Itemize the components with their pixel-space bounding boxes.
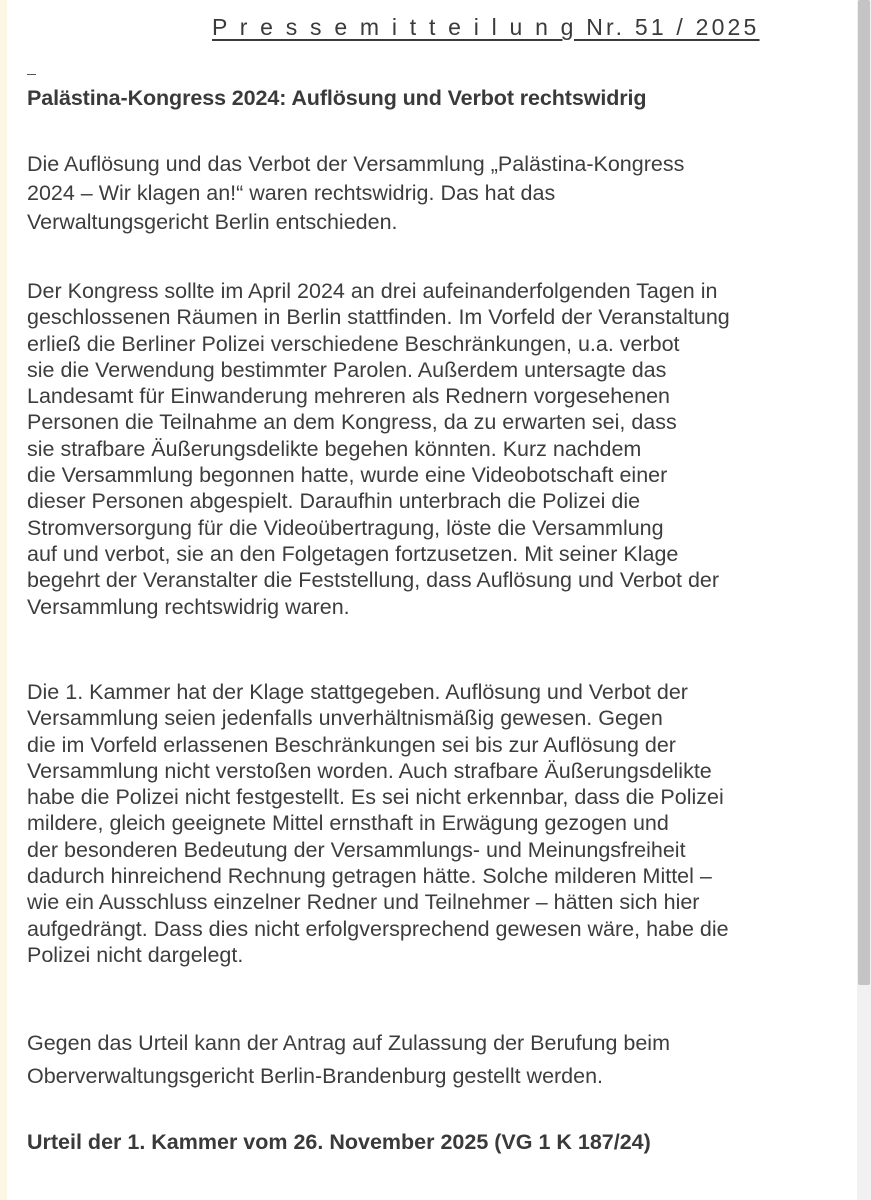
- press-release-title: P r e s s e m i t t e i l u n g Nr. 51 / 2025: [212, 14, 760, 40]
- paragraph-1: Die Auflösung und das Verbot der Versammlung „Palästina-Kongress 2024 – Wir klagen an!“ waren rechtswidrig. Das hat das Verwaltungsgericht Berlin entschieden.: [27, 152, 685, 234]
- paragraph-3: Die 1. Kammer hat der Klage stattgegeben. Auflösung und Verbot der Versammlung seien jedenfalls unverhältnismäßig gewesen. Gegen die im Vorfeld erlassenen Beschränkungen sei bis zur Auflösung der Versammlung nicht verstoßen worden. Auch strafbare Äußerungsdelikte habe die Polizei nicht festgestellt. Es sei nicht erkennbar, dass die Polizei mildere, gleich geeignete Mittel ernsthaft in Erwägung gezogen und der besonderen Bedeutung der Versammlungs- und Meinungsfreiheit dadurch hinreichend Rechnung getragen hätte. Solche milderen Mittel – wie ein Ausschluss einzelner Redner und Teilnehmer – hätten sich hier aufgedrängt. Dass dies nicht erfolgversprechend gewesen wäre, habe die Polizei nicht dargelegt.: [27, 680, 729, 967]
- paragraph-2: Der Kongress sollte im April 2024 an drei aufeinanderfolgenden Tagen in geschlossenen Räumen in Berlin stattfinden. Im Vorfeld der Veranstaltung erließ die Berliner Polizei verschiedene Beschränkungen, u.a. verbot sie die Verwendung bestimmter Parolen. Außerdem untersagte das Landesamt für Einwanderung mehreren als Rednern vorgesehenen Personen die Teilnahme an dem Kongress, da zu erwarten sei, dass sie strafbare Äußerungsdelikte begehen könnten. Kurz nachdem die Versammlung begonnen hatte, wurde eine Videobotschaft einer dieser Personen abgespielt. Daraufhin unterbrach die Polizei die Stromversorgung für die Videoübertragung, löste die Versammlung auf und verbot, sie an den Folgetagen fortzusetzen. Mit seiner Klage begehrt der Veranstalter die Feststellung, dass Auflösung und Verbot der Versammlung rechtswidrig waren.: [27, 279, 730, 619]
- paragraph-4: Gegen das Urteil kann der Antrag auf Zulassung der Berufung beim Oberverwaltungsgericht Berlin-Brandenburg gestellt werden.: [27, 1031, 670, 1088]
- scrollbar-thumb[interactable]: [858, 0, 870, 985]
- separator-mark: [27, 74, 36, 75]
- headline: Palästina-Kongress 2024: Auflösung und Verbot rechtswidrig: [27, 86, 647, 110]
- left-margin-strip: [0, 0, 7, 1200]
- judgment-reference: Urteil der 1. Kammer vom 26. November 2025 (VG 1 K 187/24): [27, 1130, 651, 1154]
- scrollbar-track[interactable]: [857, 0, 871, 1200]
